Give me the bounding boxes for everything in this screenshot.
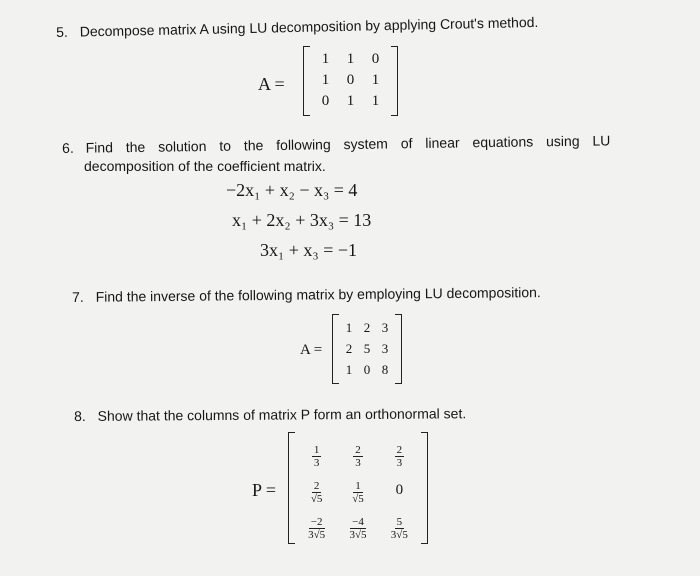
fraction-cell: $\frac{5}{3√5}$	[390, 515, 408, 541]
fraction-cell: $\frac{-4}{3√5}$	[349, 515, 367, 541]
matrix-cell: 1	[321, 51, 330, 67]
matrix-cell: 1	[345, 319, 353, 335]
matrix-cell: 1	[371, 93, 380, 109]
matrix-cell: 8	[381, 361, 389, 377]
question-5	[56, 14, 538, 40]
equation-1: −2x₁ + x₂ − x₃ = 4	[226, 180, 358, 200]
matrix-grid	[313, 49, 388, 112]
matrix-cell: 1	[345, 361, 353, 377]
fraction-cell: $\frac{1}{√5}$	[352, 479, 364, 505]
question-8	[74, 405, 466, 424]
equation-2: x₁ + 2x₂ + 3x₃ = 13	[232, 210, 372, 230]
question-number: 5.	[56, 23, 69, 40]
question-text: Find the inverse of the following matrix by employing LU decomposition.	[95, 284, 541, 305]
matrix-cell: 3	[381, 340, 389, 356]
question-6-continued	[84, 158, 326, 174]
fraction-cell: $\frac{2}{3}$	[355, 443, 361, 469]
matrix-label: A =	[300, 342, 323, 358]
matrix-cell: 2	[363, 319, 371, 335]
equation-3: 3x₁ + x₃ = −1	[260, 240, 358, 260]
matrix-cell: 0	[346, 72, 355, 88]
matrix-cell: 5	[363, 340, 371, 356]
question-text: Find the solution to the following system of linear equations using LU	[85, 132, 611, 156]
matrix-cell: 0	[395, 481, 404, 498]
question-text: decomposition of the coefficient matrix.	[84, 158, 326, 174]
fraction-cell: $\frac{2}{√5}$	[310, 479, 323, 505]
matrix-cell: 0	[371, 51, 380, 67]
matrix-cell: 1	[371, 72, 380, 88]
question-number: 7.	[72, 288, 84, 305]
question-text: Show that the columns of matrix P form an orthonormal set.	[97, 405, 467, 424]
matrix-grid	[340, 317, 394, 380]
fraction-cell: $\frac{1}{3}$	[313, 443, 320, 469]
matrix-cell: 3	[381, 319, 389, 335]
matrix-cell: 0	[363, 361, 371, 377]
fraction-cell: $\frac{-2}{3√5}$	[308, 515, 326, 541]
matrix-cell: 0	[321, 93, 330, 109]
matrix-cell: 2	[345, 340, 353, 356]
matrix-cell: 1	[346, 51, 355, 67]
matrix-cell: 1	[321, 72, 330, 88]
question-6	[62, 132, 610, 156]
question-number: 6.	[62, 139, 74, 156]
matrix-grid	[296, 436, 420, 544]
matrix-p	[288, 432, 428, 544]
question-text: Decompose matrix A using LU decomposition by applying Crout's method.	[79, 13, 539, 40]
question-7	[72, 284, 541, 305]
matrix-a-q5	[303, 46, 398, 116]
matrix-a-q7	[332, 314, 402, 384]
matrix-label: A =	[258, 74, 285, 94]
matrix-label: P =	[252, 480, 276, 500]
matrix-cell: 1	[346, 93, 355, 109]
fraction-cell: $\frac{2}{3}$	[396, 443, 403, 469]
question-number: 8.	[74, 407, 86, 424]
